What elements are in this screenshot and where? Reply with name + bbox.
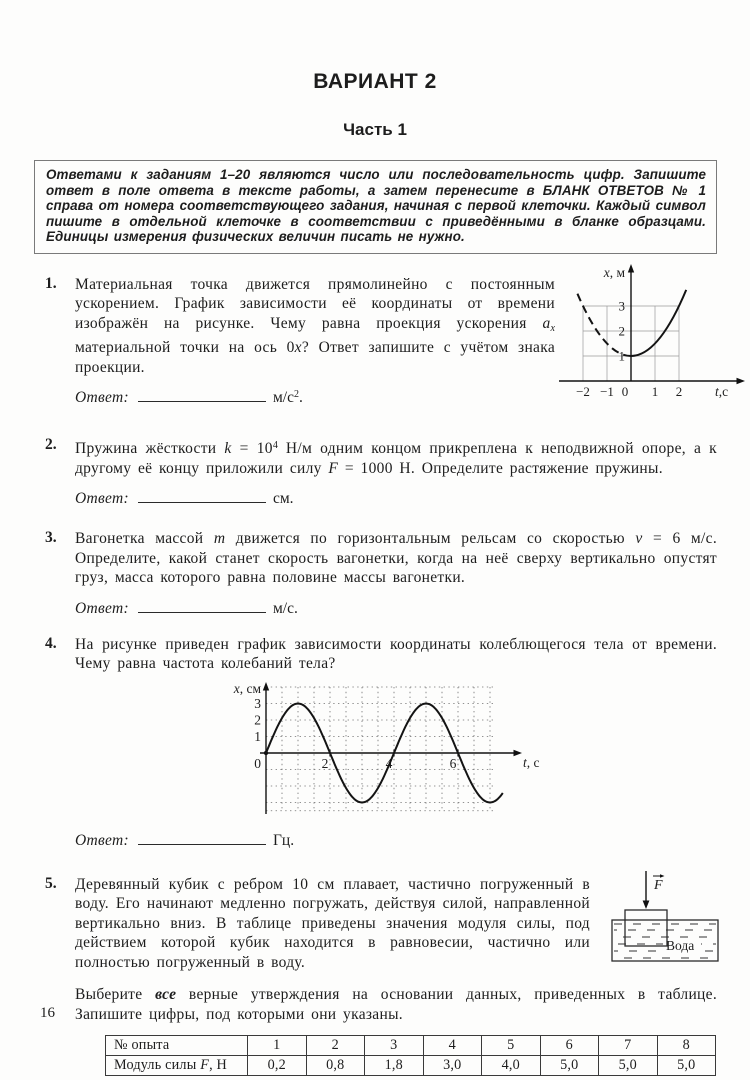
problem-4-number: 4. bbox=[45, 634, 57, 652]
table-row-label: № опыта bbox=[106, 1036, 248, 1056]
x-tick-label: 0 bbox=[621, 383, 629, 399]
answer-unit: Гц. bbox=[272, 831, 295, 849]
instruction-box: Ответами к заданиям 1–20 являются число или последовательность цифр. Запишите ответ в поле ответа в тексте работы, а затем перенесите в БЛАНК ОТВЕТОВ № 1 справа от номера соответствующего задания, начиная с первой клеточки. Каждый символ пишите в отдельной клеточке в соответствии с приведёнными в бланке образцами. Единицы измерения физических величин писать не нужно. bbox=[34, 160, 717, 254]
answer-label: Ответ: bbox=[75, 599, 129, 617]
page-number: 16 bbox=[40, 1005, 55, 1021]
problem-1 bbox=[45, 264, 729, 408]
x-tick-label: 6 bbox=[449, 755, 457, 771]
problem-2 bbox=[45, 436, 717, 508]
x-tick-label: 1 bbox=[651, 383, 659, 399]
table-cell: 8 bbox=[657, 1036, 716, 1056]
part-title: Часть 1 bbox=[343, 120, 407, 139]
table-cell: 5,0 bbox=[599, 1056, 658, 1076]
answer-line-4 bbox=[75, 830, 717, 850]
table-cell: 5,0 bbox=[540, 1056, 599, 1076]
origin-label: 0 bbox=[254, 755, 261, 771]
cube-in-water-figure bbox=[606, 869, 750, 969]
y-axis-title: x, м bbox=[603, 264, 625, 280]
x-tick-label: 2 bbox=[321, 755, 329, 771]
x-axis-arrow bbox=[514, 750, 523, 756]
x-axis-title: t, с bbox=[523, 754, 540, 770]
curve-solid-branch bbox=[631, 290, 686, 356]
table-cell: 3,0 bbox=[423, 1056, 482, 1076]
force-label: F bbox=[654, 877, 663, 893]
table-cell: 0,8 bbox=[306, 1056, 365, 1076]
problems-list bbox=[45, 264, 729, 1077]
x-axis-title: t,c bbox=[715, 383, 729, 399]
water-label: Вода bbox=[666, 937, 695, 953]
table-cell: 4 bbox=[423, 1036, 482, 1056]
table-cell: 3 bbox=[365, 1036, 424, 1056]
table-cell: 5,0 bbox=[657, 1056, 716, 1076]
table-cell: 2 bbox=[306, 1036, 365, 1056]
table-row-label: Модуль силы F, Н bbox=[106, 1056, 248, 1076]
x-tick-label: 4 bbox=[385, 755, 393, 771]
table-cell: 4,0 bbox=[482, 1056, 541, 1076]
table-row bbox=[106, 1056, 716, 1076]
table-row bbox=[106, 1036, 716, 1056]
problem-2-number: 2. bbox=[45, 436, 57, 454]
answer-line-2 bbox=[75, 488, 717, 508]
y-tick-label: 2 bbox=[254, 712, 261, 728]
answer-unit: $м/с^2$. bbox=[272, 389, 303, 407]
problem-1-text: Материальная точка движется прямолинейно с постоянным ускорением. График зависимости её координаты от времени изображён на рисунке. Чему равна проекция ускорения $a_x$ материальной точки на ось 0x? Ответ запишите с учётом знака проекции. bbox=[75, 275, 555, 376]
y-tick-label: 1 bbox=[618, 348, 625, 364]
answer-blank bbox=[138, 488, 266, 503]
table-cell: 1 bbox=[248, 1036, 307, 1056]
problem-3-text: Вагонетка массой m движется по горизонтальным рельсам со скоростью v = 6 м/с. Определите, какой станет скорость вагонетки, когда на неё сверху вертикально опустят груз, масса которого равна половине массы вагонетки. bbox=[75, 530, 717, 587]
problem-2-text: Пружина жёсткости $k = 10^4$ Н/м одним концом прикреплена к неподвижной опоре, а к другому её концу приложили силу F = 1000 Н. Определите растяжение пружины. bbox=[75, 440, 717, 477]
table-cell: 5 bbox=[482, 1036, 541, 1056]
y-tick-label: 1 bbox=[254, 728, 261, 744]
x-tick-label: −1 bbox=[600, 383, 614, 399]
table-cell: 0,2 bbox=[248, 1056, 307, 1076]
y-axis-title: x, см bbox=[233, 680, 261, 696]
x-tick-label: −2 bbox=[576, 383, 590, 399]
problem-5-number: 5. bbox=[45, 874, 57, 892]
answer-unit: м/с. bbox=[272, 599, 298, 617]
problem-5 bbox=[45, 875, 717, 1077]
answer-blank bbox=[138, 387, 266, 402]
answer-blank bbox=[138, 830, 266, 845]
answer-label: Ответ: bbox=[75, 389, 129, 407]
y-tick-label: 3 bbox=[254, 695, 261, 711]
table-cell: 1,8 bbox=[365, 1056, 424, 1076]
position-time-parabola-graph bbox=[555, 262, 750, 406]
table-cell: 7 bbox=[599, 1036, 658, 1056]
answer-label: Ответ: bbox=[75, 490, 129, 508]
problem-3 bbox=[45, 529, 717, 618]
wooden-cube bbox=[625, 910, 667, 946]
variant-title: ВАРИАНТ 2 bbox=[313, 70, 437, 93]
force-table bbox=[105, 1035, 716, 1076]
problem-1-number: 1. bbox=[45, 274, 57, 292]
x-axis-arrow bbox=[737, 378, 746, 384]
answer-label: Ответ: bbox=[75, 831, 129, 849]
problem-5-instruction: Выберите все верные утверждения на основании данных, приведенных в таблице. Запишите цифры, под которыми они указаны. bbox=[75, 986, 718, 1023]
oscillation-graph bbox=[230, 680, 550, 820]
table-cell: 6 bbox=[540, 1036, 599, 1056]
y-axis-arrow bbox=[628, 264, 634, 273]
problem-4-text: На рисунке приведен график зависимости координаты колеблющегося тела от времени. Чему равна частота колебаний тела? bbox=[75, 635, 717, 673]
answer-unit: см. bbox=[272, 490, 294, 508]
problem-4 bbox=[45, 635, 717, 850]
answer-line-3 bbox=[75, 598, 717, 618]
problem-5-text: Деревянный кубик с ребром 10 см плавает, частично погруженный в воду. Его начинают медленно погружать, действуя силой, направленной вертикально вниз. В таблице приведены значения модуля силы, под действием которой кубик находится в равновесии, частично или полностью погруженный в воду. bbox=[75, 875, 590, 971]
y-axis-arrow bbox=[263, 682, 269, 691]
x-tick-label: 2 bbox=[675, 383, 683, 399]
y-tick-label: 3 bbox=[618, 298, 625, 314]
answer-blank bbox=[138, 598, 266, 613]
y-tick-label: 2 bbox=[618, 323, 625, 339]
problem-3-number: 3. bbox=[45, 529, 57, 547]
force-arrow-head bbox=[643, 900, 650, 909]
